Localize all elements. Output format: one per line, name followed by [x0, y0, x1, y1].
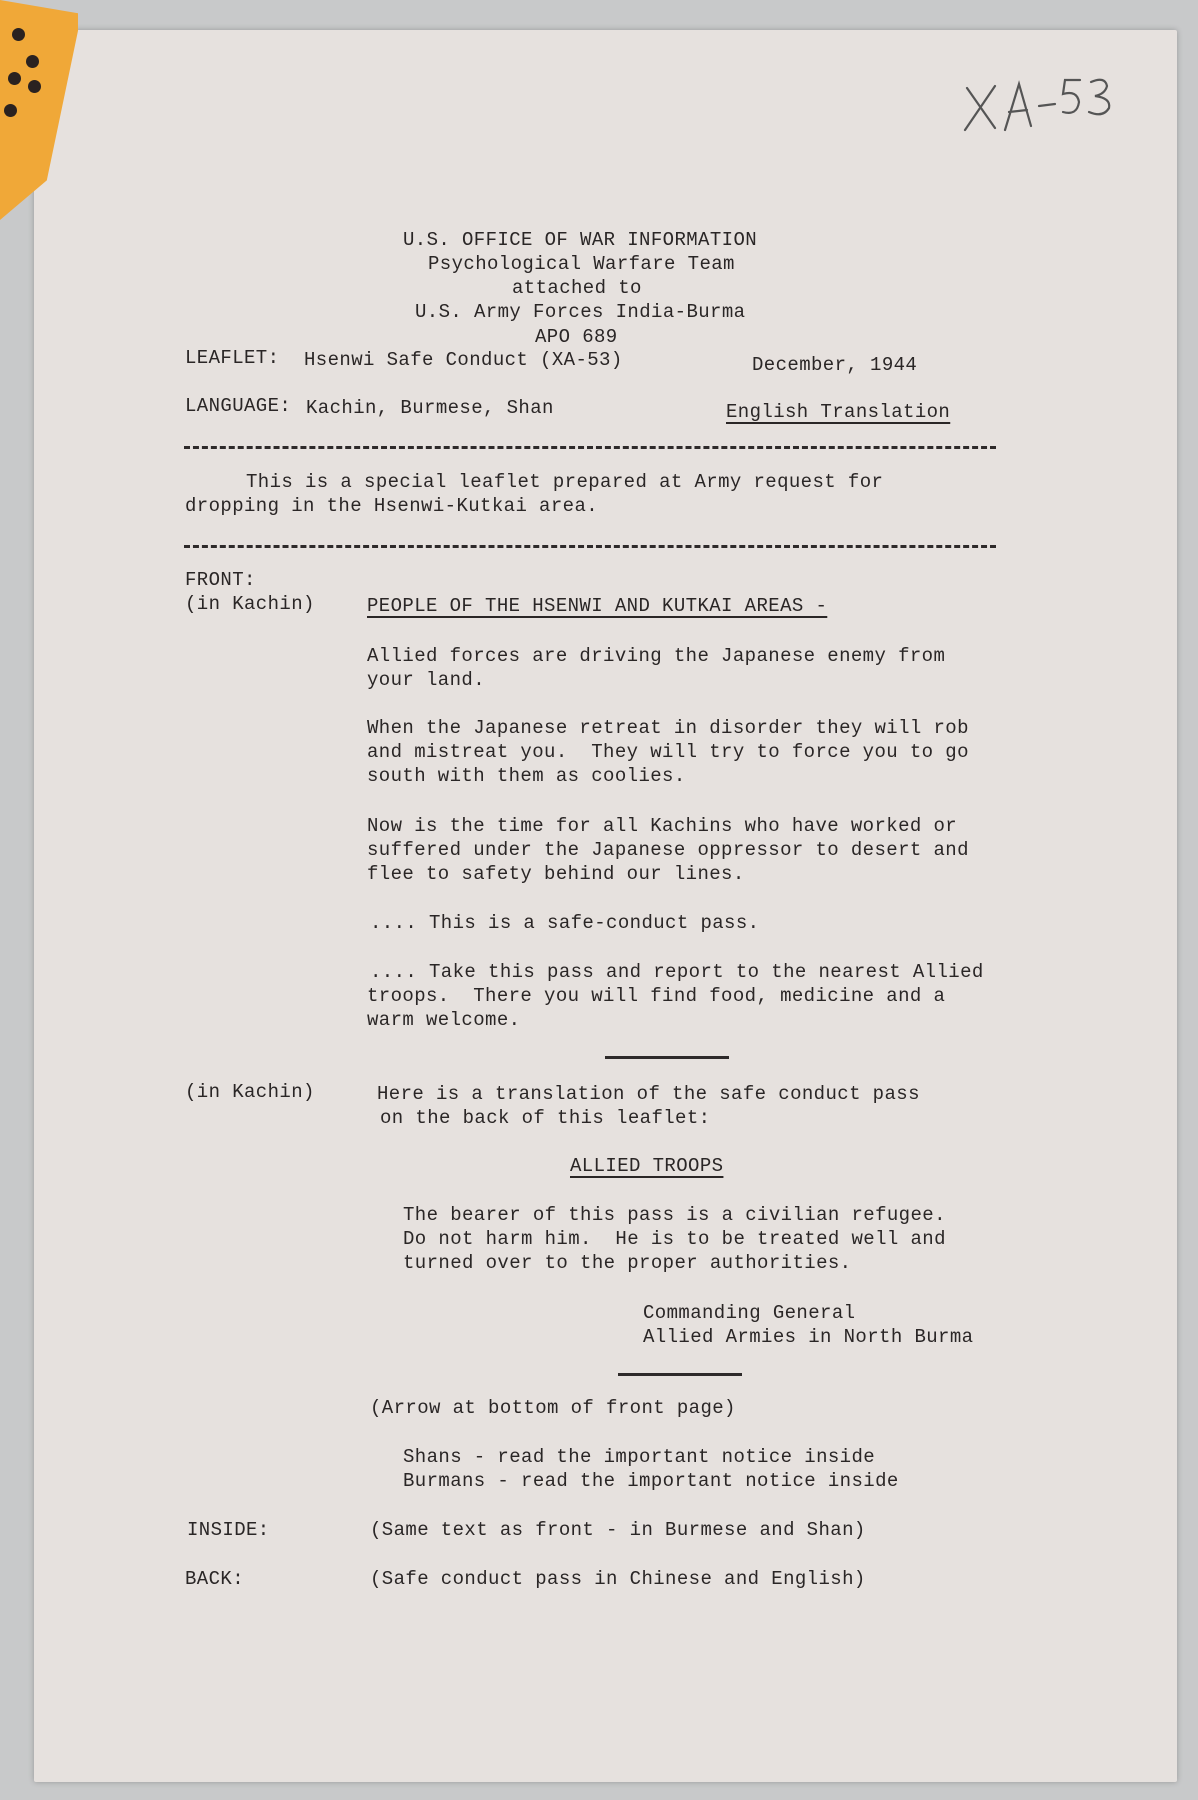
front-label: FRONT:	[185, 569, 256, 591]
leaflet-value: Hsenwi Safe Conduct (XA-53)	[304, 349, 623, 371]
leaflet-label: LEAFLET:	[185, 347, 280, 369]
front-p3-line: suffered under the Japanese oppressor to desert and	[367, 839, 969, 861]
pass-heading: ALLIED TROOPS	[570, 1155, 724, 1177]
tab-hole	[8, 72, 21, 85]
header-line-2: Psychological Warfare Team	[428, 253, 735, 275]
document-date: December, 1944	[752, 354, 918, 376]
back-label: BACK:	[185, 1568, 245, 1590]
front-language: (in Kachin)	[185, 593, 315, 615]
arrow-note: (Arrow at bottom of front page)	[370, 1397, 736, 1419]
language-value: Kachin, Burmese, Shan	[306, 397, 554, 419]
signature-line: Allied Armies in North Burma	[643, 1326, 974, 1348]
handwritten-code	[955, 60, 1125, 140]
divider	[184, 545, 996, 548]
divider	[184, 446, 996, 449]
short-divider	[618, 1373, 742, 1376]
front-p3-line: Now is the time for all Kachins who have worked or	[367, 815, 958, 837]
signature-line: Commanding General	[643, 1302, 856, 1324]
pass-text-line: The bearer of this pass is a civilian refugee.	[403, 1204, 946, 1226]
front-p5-line: .... Take this pass and report to the nearest Allied	[370, 961, 984, 983]
front-p2-line: When the Japanese retreat in disorder they will rob	[367, 717, 969, 739]
pass-text-line: Do not harm him. He is to be treated well and	[403, 1228, 946, 1250]
header-line-5: APO 689	[535, 326, 618, 348]
second-intro-line: on the back of this leaflet:	[380, 1107, 711, 1129]
second-language: (in Kachin)	[185, 1081, 315, 1103]
front-p2-line: south with them as coolies.	[367, 765, 686, 787]
header-line-4: U.S. Army Forces India-Burma	[415, 301, 746, 323]
front-p2-line: and mistreat you. They will try to force you to go	[367, 741, 969, 763]
front-p3-line: flee to safety behind our lines.	[367, 863, 745, 885]
front-heading: PEOPLE OF THE HSENWI AND KUTKAI AREAS -	[367, 595, 828, 617]
tab-hole	[12, 28, 25, 41]
language-label: LANGUAGE:	[185, 395, 292, 417]
front-p5-line: warm welcome.	[367, 1009, 521, 1031]
tab-hole	[28, 80, 41, 93]
header-line-3: attached to	[512, 277, 642, 299]
inside-value: (Same text as front - in Burmese and Shan)	[370, 1519, 866, 1541]
tab-hole	[26, 55, 39, 68]
arrow-line: Burmans - read the important notice inside	[403, 1470, 899, 1492]
second-intro-line: Here is a translation of the safe conduct pass	[377, 1083, 920, 1105]
front-p1-line: Allied forces are driving the Japanese enemy from	[367, 645, 946, 667]
tab-hole	[4, 104, 17, 117]
front-p5-line: troops. There you will find food, medicine and a	[367, 985, 946, 1007]
header-line-1: U.S. OFFICE OF WAR INFORMATION	[403, 229, 758, 251]
front-p4: .... This is a safe-conduct pass.	[370, 912, 760, 934]
translation-note: English Translation	[726, 401, 951, 423]
intro-line-1: This is a special leaflet prepared at Army request for	[246, 471, 884, 493]
intro-line-2: dropping in the Hsenwi-Kutkai area.	[185, 495, 599, 517]
back-value: (Safe conduct pass in Chinese and English)	[370, 1568, 866, 1590]
pass-text-line: turned over to the proper authorities.	[403, 1252, 852, 1274]
inside-label: INSIDE:	[187, 1519, 270, 1541]
short-divider	[605, 1056, 729, 1059]
front-p1-line: your land.	[367, 669, 486, 691]
arrow-line: Shans - read the important notice inside	[403, 1446, 876, 1468]
